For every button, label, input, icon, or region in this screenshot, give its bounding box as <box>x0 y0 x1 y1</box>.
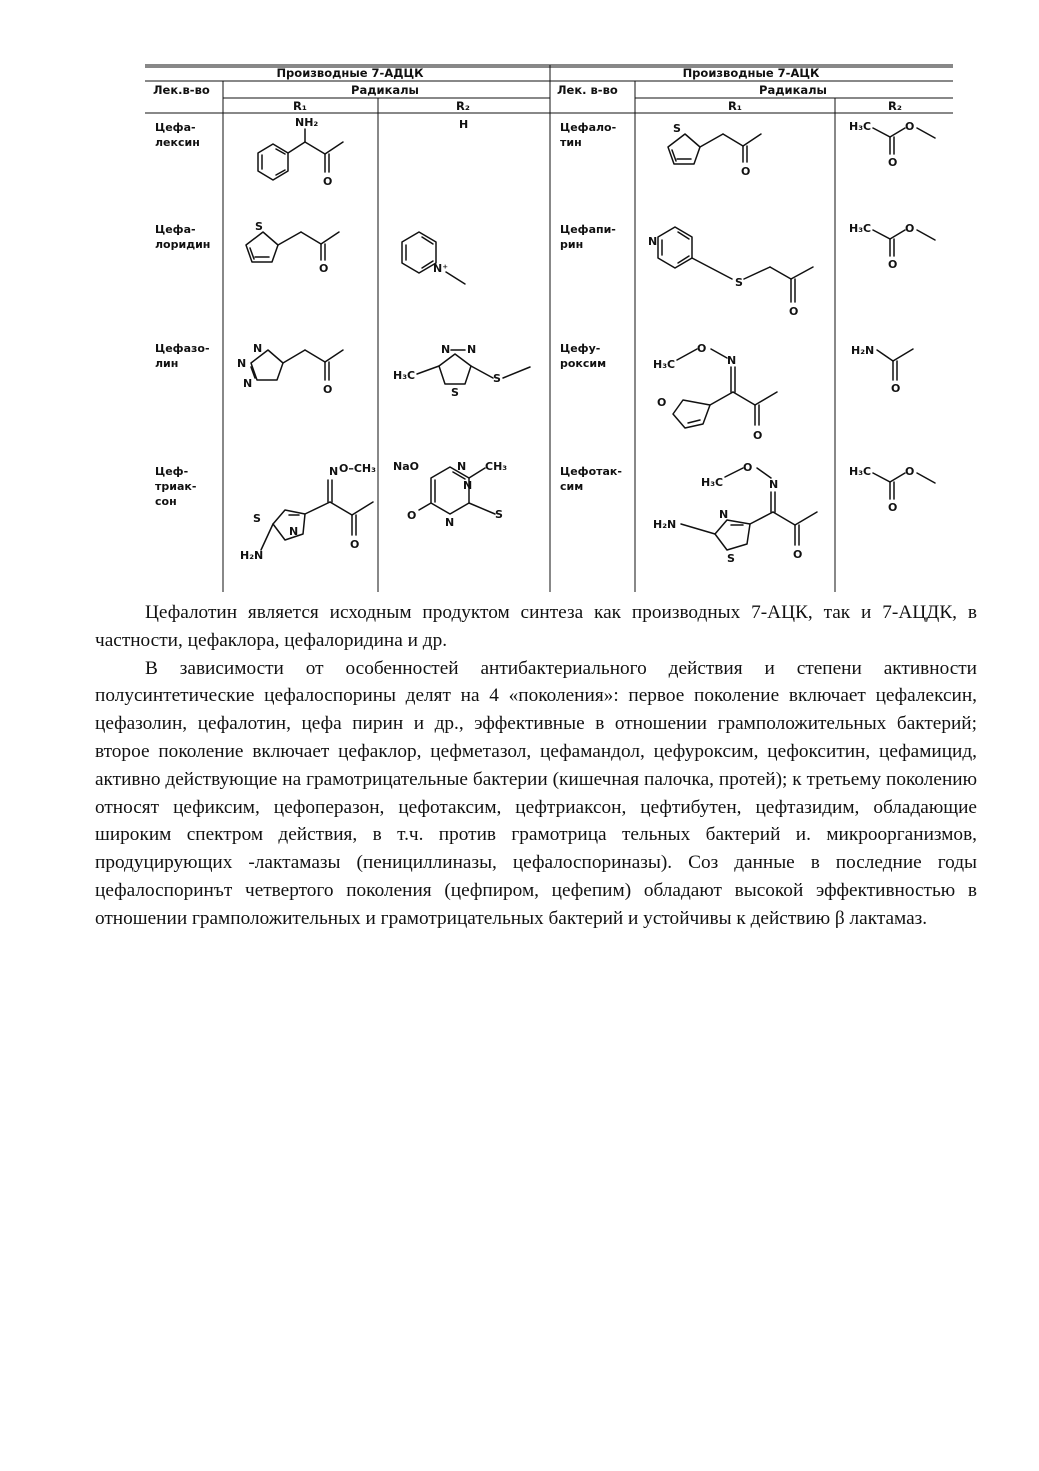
drug-name-cefapirin <box>560 223 616 251</box>
svg-text:N: N <box>719 508 729 521</box>
svg-text:S: S <box>673 122 681 135</box>
svg-text:S: S <box>727 552 735 565</box>
r2-header-right: R₂ <box>888 99 902 113</box>
structure-ceftriaxone-r2 <box>393 460 507 529</box>
drug-name-cefalotin <box>560 121 616 149</box>
svg-text:H₃C: H₃C <box>653 358 676 371</box>
svg-text:лин: лин <box>155 357 179 370</box>
svg-text:NaO: NaO <box>393 460 419 473</box>
drug-name-cefaloridine <box>155 223 210 251</box>
structure-cefalotin-r1 <box>668 122 761 178</box>
svg-text:роксим: роксим <box>560 357 607 370</box>
drug-name-cefuroxime <box>560 342 606 370</box>
svg-text:лексин: лексин <box>155 136 200 149</box>
svg-text:N: N <box>289 525 299 538</box>
structure-cefaloridine-r2 <box>402 232 465 284</box>
svg-text:N: N <box>463 479 473 492</box>
structure-cefapirin-r2 <box>849 222 935 271</box>
structure-cefuroxime-r2 <box>851 344 913 395</box>
svg-text:H₃C: H₃C <box>849 120 872 133</box>
drug-column-header-right: Лек. в-во <box>557 83 618 97</box>
svg-text:O: O <box>743 461 753 474</box>
svg-text:O: O <box>741 165 751 178</box>
svg-text:NH₂: NH₂ <box>295 116 319 129</box>
svg-text:N: N <box>329 465 339 478</box>
structure-cefotaxime-r1 <box>653 461 817 565</box>
svg-text:Цефапи-: Цефапи- <box>560 223 616 236</box>
svg-text:CH₃: CH₃ <box>485 460 508 473</box>
svg-text:N: N <box>457 460 467 473</box>
structure-cefazolin-r1 <box>237 342 343 396</box>
svg-text:O: O <box>350 538 360 551</box>
structure-cefotaxime-r2 <box>849 465 935 514</box>
svg-text:H₂N: H₂N <box>240 549 264 562</box>
paragraph-1: Цефалотин является исходным продуктом синтеза как производных 7-АЦК, так и 7-АЦДК, в частности, цефаклора, цефалоридина и др. <box>95 602 977 651</box>
body-text <box>95 599 977 933</box>
svg-text:O: O <box>888 156 898 169</box>
svg-text:O: O <box>891 382 901 395</box>
svg-text:O: O <box>888 501 898 514</box>
svg-text:O: O <box>793 548 803 561</box>
structure-cefaloridine-r1 <box>246 220 339 275</box>
structure-cefalexin-r1 <box>258 116 343 188</box>
svg-text:H₂N: H₂N <box>653 518 677 531</box>
svg-text:H₃C: H₃C <box>849 222 872 235</box>
drug-name-cefazolin <box>155 342 210 370</box>
paragraph-2: В зависимости от особенностей антибактериального действия и степени активности полусинтетические цефалоспорины делят на 4 «поколения»: первое поколение включает цефалексин, цефазолин, цефалотин, цефа пирин и др., эффективные в отношении грамположительных бактерий; второе поколение включает цефаклор, цефметазол, цефамандол, цефуроксим, цефокситин, цефамицид, активно действующие на грамотрицательные бактерии (кишечная палочка, протей); к третьему поколению относят цефиксим, цефоперазон, цефотаксим, цефтриаксон, цефтибутен, цефтазидим, обладающие широким спектром действия, в т.ч. против грамотрица тельных бактерий и. микроорганизмов, продуцирующих -лактамазы (пенициллиназы, цефалоспориназы). Соз данные в последние годы цефалоспоринът четвертого поколения (цефпиром, цефепим) обладают высокой эффективностью в отношении грамположительных и грамотрицательных бактерий и устойчивы к действию β лактамаз. <box>95 657 977 929</box>
svg-text:Цефу-: Цефу- <box>560 342 601 355</box>
svg-text:сим: сим <box>560 480 584 493</box>
svg-text:N⁺: N⁺ <box>433 262 449 275</box>
svg-text:Цефазо-: Цефазо- <box>155 342 210 355</box>
drug-column-header: Лек.в-во <box>153 83 210 97</box>
structure-cefuroxime-r1 <box>653 342 777 442</box>
svg-text:тин: тин <box>560 136 582 149</box>
svg-text:Цефотак-: Цефотак- <box>560 465 622 478</box>
structure-ceftriaxone-r1 <box>240 462 376 562</box>
svg-text:N: N <box>769 478 779 491</box>
svg-text:O: O <box>407 509 417 522</box>
svg-text:S: S <box>451 386 459 399</box>
svg-text:N: N <box>243 377 253 390</box>
cephalosporin-table <box>145 62 955 594</box>
radicals-header-right: Радикалы <box>759 83 827 97</box>
svg-text:S: S <box>493 372 501 385</box>
left-group-header: Производные 7-АДЦК <box>276 66 424 80</box>
svg-text:N: N <box>467 343 477 356</box>
svg-text:O: O <box>905 465 915 478</box>
svg-text:триак-: триак- <box>155 480 197 493</box>
svg-text:H₂N: H₂N <box>851 344 875 357</box>
svg-text:O: O <box>888 258 898 271</box>
svg-text:Цефа-: Цефа- <box>155 121 196 134</box>
svg-text:рин: рин <box>560 238 584 251</box>
structure-cefalotin-r2 <box>849 120 935 169</box>
svg-text:O: O <box>905 222 915 235</box>
svg-text:H₃C: H₃C <box>701 476 724 489</box>
svg-text:N: N <box>237 357 247 370</box>
structure-cefalexin-r2 <box>459 118 468 131</box>
svg-text:S: S <box>495 508 503 521</box>
structure-cefapirin-r1 <box>648 227 813 318</box>
svg-text:H: H <box>459 118 469 131</box>
svg-text:O: O <box>697 342 707 355</box>
svg-text:N: N <box>441 343 451 356</box>
drug-name-cefotaxime <box>560 465 622 493</box>
svg-text:O: O <box>319 262 329 275</box>
r1-header-right: R₁ <box>728 99 742 113</box>
svg-text:Цефало-: Цефало- <box>560 121 617 134</box>
svg-text:Цеф-: Цеф- <box>155 465 189 478</box>
svg-text:Цефа-: Цефа- <box>155 223 196 236</box>
r1-header: R₁ <box>293 99 307 113</box>
right-group-header: Производные 7-АЦК <box>682 66 820 80</box>
structure-cefazolin-r2 <box>393 343 530 399</box>
svg-text:O: O <box>789 305 799 318</box>
svg-text:H₃C: H₃C <box>393 369 416 382</box>
svg-text:N: N <box>727 354 737 367</box>
svg-text:N: N <box>648 235 658 248</box>
svg-text:N: N <box>445 516 455 529</box>
svg-text:O–CH₃: O–CH₃ <box>339 462 376 475</box>
svg-text:O: O <box>905 120 915 133</box>
svg-text:N: N <box>253 342 263 355</box>
svg-text:лоридин: лоридин <box>155 238 211 251</box>
drug-name-ceftriaxone <box>155 465 196 508</box>
radicals-header: Радикалы <box>351 83 419 97</box>
svg-text:S: S <box>255 220 263 233</box>
svg-text:сон: сон <box>155 495 177 508</box>
svg-text:O: O <box>753 429 763 442</box>
svg-text:H₃C: H₃C <box>849 465 872 478</box>
svg-text:O: O <box>323 175 333 188</box>
svg-text:S: S <box>253 512 261 525</box>
r2-header: R₂ <box>456 99 470 113</box>
table-rules <box>145 65 953 592</box>
drug-name-cefalexin <box>155 121 200 149</box>
svg-text:S: S <box>735 276 743 289</box>
svg-text:O: O <box>657 396 667 409</box>
svg-text:O: O <box>323 383 333 396</box>
